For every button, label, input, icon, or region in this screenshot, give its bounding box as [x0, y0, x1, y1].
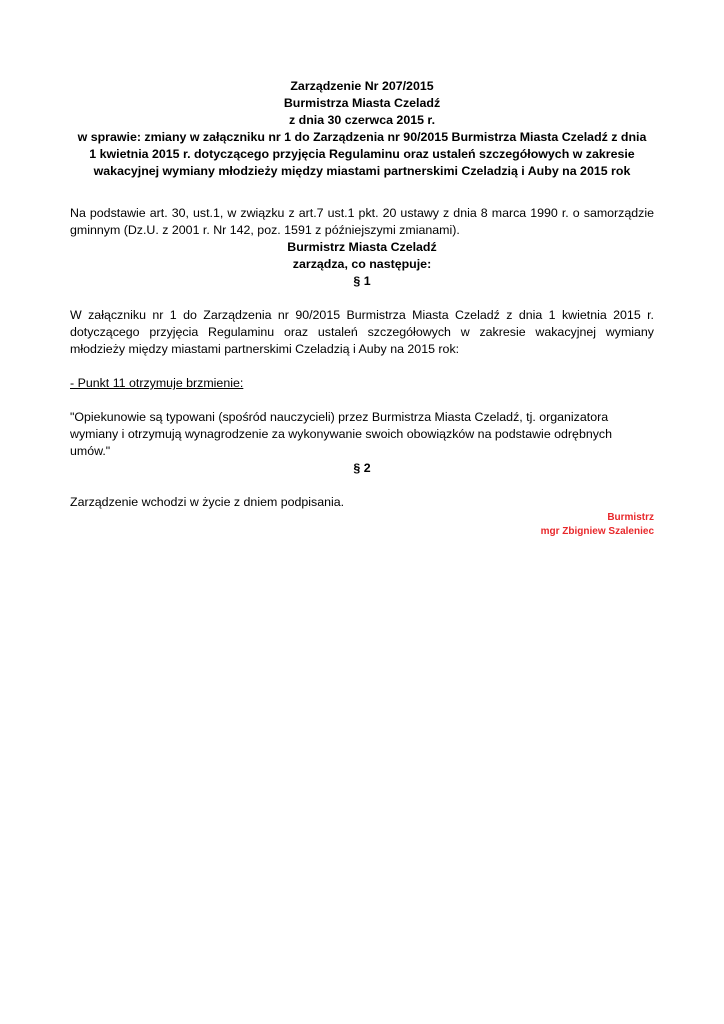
signature-name: mgr Zbigniew Szaleniec [540, 526, 654, 537]
section-1-heading: § 1 [353, 274, 371, 288]
section-1-point: - Punkt 11 otrzymuje brzmienie: [70, 376, 244, 390]
section-2-heading: § 2 [353, 461, 371, 475]
signature-role: Burmistrz [607, 512, 654, 523]
signature-block [70, 511, 654, 539]
document-date: z dnia 30 czerwca 2015 r. [288, 113, 436, 127]
subject-line-1: w sprawie: zmiany w załączniku nr 1 do Zarządzenia nr 90/2015 Burmistrza Miasta Czeladź z dnia [77, 130, 647, 144]
subject-line-3: wakacyjnej wymiany młodzieży między miastami partnerskimi Czeladzią i Auby na 2015 rok [93, 164, 631, 178]
issuer-line-2: zarządza, co następuje: [292, 257, 432, 271]
section-1-quote: "Opiekunowie są typowani (spośród nauczycieli) przez Burmistrza Miasta Czeladź, tj. organizatora wymiany i otrzymują wynagrodzenie za wykonywanie swoich obowiązków na podstawie odrębnych umów." [70, 410, 613, 458]
section-1-text: W załączniku nr 1 do Zarządzenia nr 90/2015 Burmistrza Miasta Czeladź z dnia 1 kwietnia 2015 r. dotyczącego przyjęcia Regulaminu oraz ustaleń szczegółowych w zakresie wakacyjnej wymiany młodzieży między miastami partnerskimi Czeladzią i Auby na 2015 rok: [70, 308, 654, 356]
document-page [70, 78, 654, 539]
section-2-text: Zarządzenie wchodzi w życie z dniem podpisania. [70, 495, 345, 509]
subject-line-2: 1 kwietnia 2015 r. dotyczącego przyjęcia Regulaminu oraz ustaleń szczegółowych w zakresie [89, 147, 635, 161]
document-title [70, 78, 654, 112]
issuer-line-1: Burmistrz Miasta Czeladź [287, 240, 437, 254]
document-subject [70, 129, 654, 180]
issuer-block [70, 239, 654, 273]
legal-basis: Na podstawie art. 30, ust.1, w związku z art.7 ust.1 pkt. 20 ustawy z dnia 8 marca 1990 r. o samorządzie gminnym (Dz.U. z 2001 r. Nr 142, poz. 1591 z późniejszymi zmianami). [70, 206, 654, 237]
title-line-2: Burmistrza Miasta Czeladź [283, 96, 441, 110]
title-line-1: Zarządzenie Nr 207/2015 [290, 79, 434, 93]
